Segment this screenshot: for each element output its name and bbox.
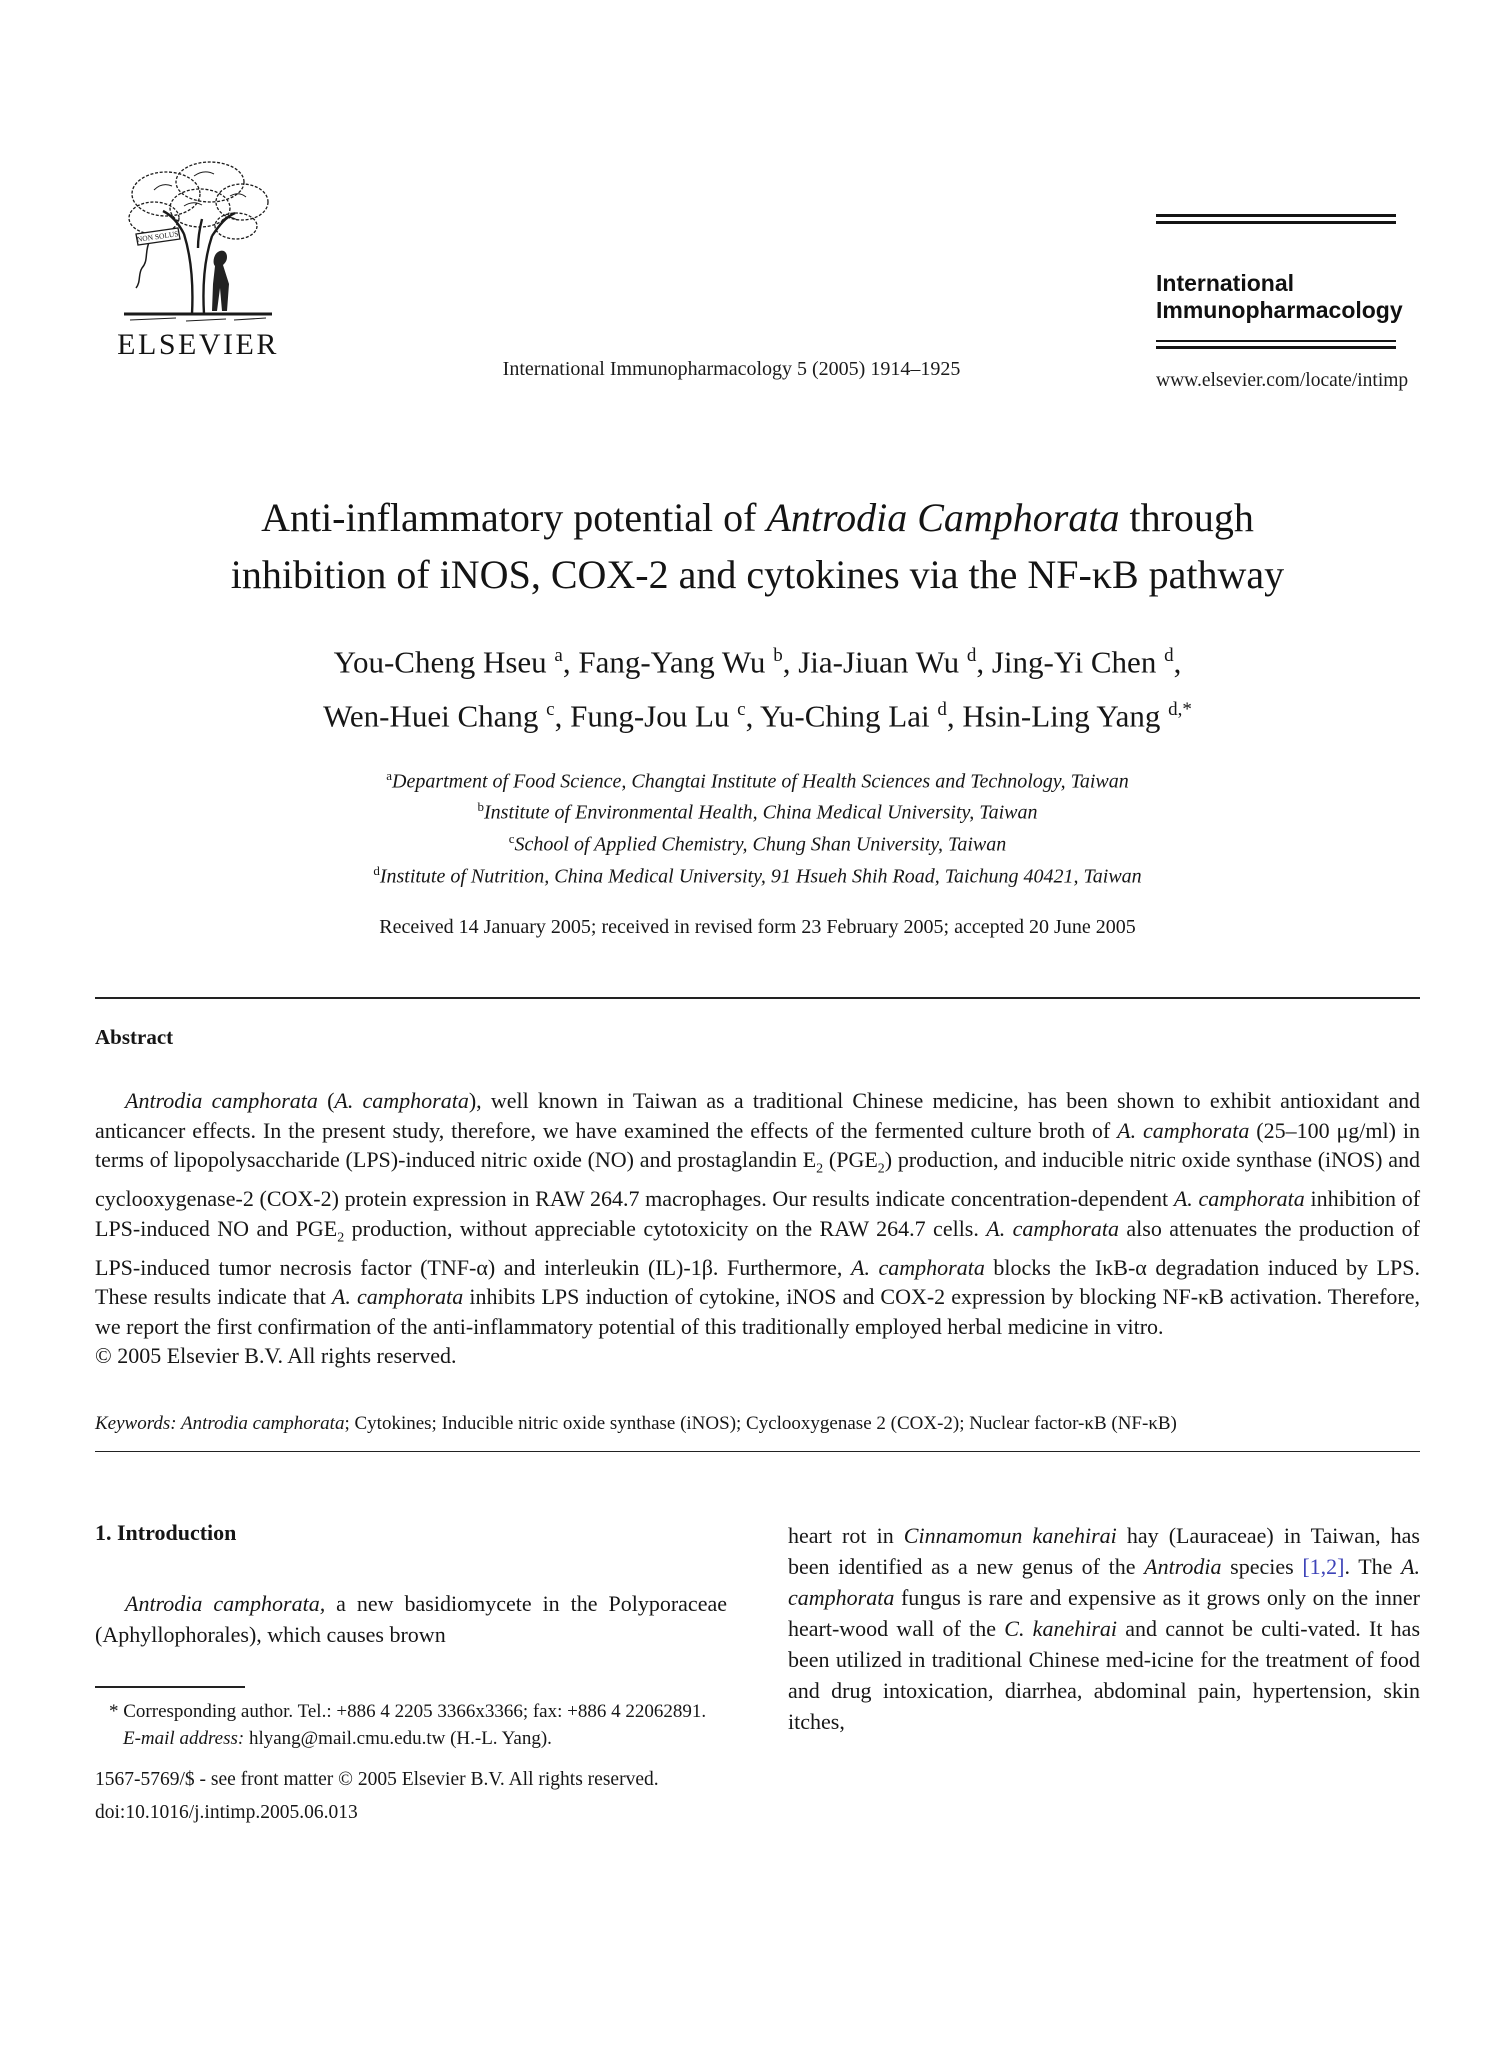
- affiliation-b: $^b$Institute of Environmental Health, China Medical University, Taiwan: [477, 799, 1038, 824]
- journal-name-line1: International: [1156, 270, 1295, 296]
- intro-left-paragraph: Antrodia camphorata, a new basidiomycete in the Polyporaceae (Aphyllophorales), which causes brown: [95, 1590, 727, 1647]
- corresponding-author-footnote: [95, 1686, 727, 1752]
- page-header: [95, 150, 1420, 415]
- journal-website-link[interactable]: www.elsevier.com/locate/intimp: [1156, 370, 1409, 391]
- corresponding-author-note: * Corresponding author. Tel.: +886 4 2205 3366x3366; fax: +886 4 22062891.: [109, 1700, 707, 1722]
- affiliation-a: $^a$Department of Food Science, Changtai Institute of Health Sciences and Technology, Taiwan: [386, 767, 1129, 793]
- keywords-bottom-rule: [95, 1451, 1420, 1452]
- email-address-line: E-mail address: hlyang@mail.cmu.edu.tw (H.-L. Yang).: [123, 1727, 552, 1749]
- copyright-notice: © 2005 Elsevier B.V. All rights reserved.: [95, 1343, 457, 1369]
- affiliation-d: $^d$Institute of Nutrition, China Medical University, 91 Hsueh Shih Road, Taichung 40421, Taiwan: [373, 862, 1142, 888]
- right-column: [788, 1520, 1420, 1752]
- non-solus-banner-text: NON SOLUS: [136, 229, 180, 244]
- masthead-top-rule: [1156, 214, 1396, 224]
- issn-front-matter: 1567-5769/$ - see front matter © 2005 Elsevier B.V. All rights reserved.: [95, 1768, 659, 1790]
- affiliation-list: [95, 763, 1420, 890]
- article-doi: doi:10.1016/j.intimp.2005.06.013: [95, 1801, 358, 1823]
- received-dates: Received 14 January 2005; received in revised form 23 February 2005; accepted 20 June 2005: [379, 916, 1136, 939]
- publisher-name: ELSEVIER: [117, 328, 279, 361]
- abstract-text: Antrodia camphorata (A. camphorata), well known in Taiwan as a traditional Chinese medicine, has been shown to exhibit antioxidant and anticancer effects. In the present study, therefore, we have examined the effects of the fermented culture broth of A. camphorata (25–100 μg/ml) in terms of lipopolysaccharide (LPS)-induced nitric oxide (NO) and prostaglandin $E_2$ $(PGE_2)$ production, and inducible nitric oxide synthase (iNOS) and cyclooxygenase-2 (COX-2) protein expression in RAW 264.7 macrophages. Our results indicate concentration-dependent A. camphorata inhibition of LPS-induced NO and $PGE_2$ production, without appreciable cytotoxicity on the RAW 264.7 cells. A. camphorata also attenuates the production of LPS-induced tumor necrosis factor (TNF-α) and interleukin (IL)-1β. Furthermore, A. camphorata blocks the IκB-α degradation induced by LPS. These results indicate that A. camphorata inhibits LPS induction of cytokine, iNOS and COX-2 expression by blocking NF-κB activation. Therefore, we report the first confirmation of the anti-inflammatory potential of this traditionally employed herbal medicine in vitro.: [95, 1088, 1421, 1339]
- intro-right-paragraph: heart rot in Cinnamomun kanehirai hay (Lauraceae) in Taiwan, has been identified as a new genus of the Antrodia species [1,2]. The A. camphorata fungus is rare and expensive as it grows only on the inner heart-wood wall of the C. kanehirai and cannot be culti-vated. It has been utilized in traditional Chinese med-icine for the treatment of food and drug intoxication, diarrhea, abdominal pain, hypertension, skin itches,: [788, 1522, 1421, 1734]
- keywords-line: Keywords: Antrodia camphorata; Cytokines; Inducible nitric oxide synthase (iNOS); Cyclooxygenase 2 (COX-2); Nuclear factor-κB (NF-κB): [95, 1412, 1177, 1434]
- journal-masthead: [1156, 214, 1409, 392]
- elsevier-logo: [109, 154, 287, 362]
- footnote-rule: [95, 1686, 245, 1688]
- author-list: You-Cheng Hseu $^a$, Fang-Yang Wu $^b$, Jia-Jiuan Wu $^d$, Jing-Yi Chen $^d$, Wen-Huei Chang $^c$, Fung-Jou Lu $^c$, Yu-Ching Lai $^d$, Hsin-Ling Yang $^{d,*}$: [323, 644, 1192, 734]
- abstract-heading: Abstract: [95, 1025, 174, 1050]
- journal-name-line2: Immunopharmacology: [1156, 297, 1403, 323]
- article-title: Anti-inflammatory potential of Antrodia Camphorata through inhibition of iNOS, COX-2 and cytokines via the NF-κB pathway: [230, 495, 1285, 597]
- journal-citation: International Immunopharmacology 5 (2005) 1914–1925: [502, 358, 961, 380]
- gardener-figure: [212, 251, 229, 311]
- front-matter-block: [95, 1766, 1420, 1826]
- elsevier-tree-icon: [114, 154, 282, 326]
- masthead-bottom-rule: [1156, 340, 1396, 349]
- body-columns: [95, 1520, 1420, 1752]
- abstract-top-rule: [95, 997, 1420, 999]
- left-column: [95, 1520, 727, 1752]
- reference-link[interactable]: [1,2]: [1302, 1553, 1345, 1579]
- section-heading-introduction: 1. Introduction: [95, 1519, 237, 1545]
- affiliation-c: $^c$School of Applied Chemistry, Chung Shan University, Taiwan: [508, 830, 1007, 856]
